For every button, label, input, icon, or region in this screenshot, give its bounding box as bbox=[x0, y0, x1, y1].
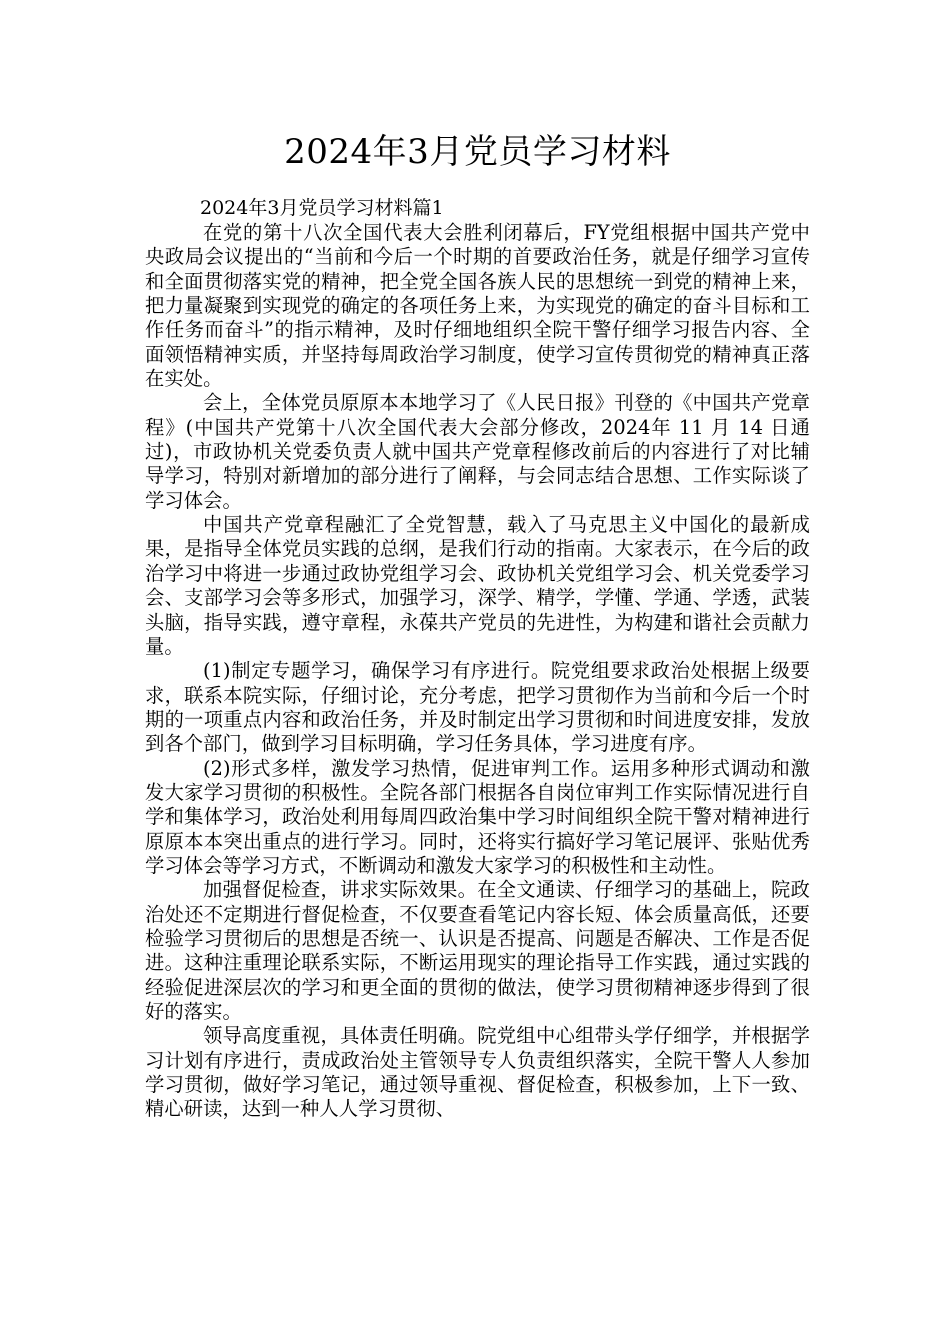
paragraph: 在党的第十八次全国代表大会胜利闭幕后，FY党组根据中国共产党中央政局会议提出的“当前和今后一个时期的首要政治任务，就是仔细学习宣传和全面贯彻落实党的精神，把全党全国各族人民的思想统一到党的精神上来，把力量凝聚到实现党的确定的各项任务上来，为实现党的确定的奋斗目标和工作任务而奋斗”的指示精神，及时仔细地组织全院干警仔细学习报告内容、全面领悟精神实质，并坚持每周政治学习制度，使学习宣传贯彻党的精神真正落在实处。 bbox=[145, 221, 810, 391]
paragraph: (1)制定专题学习，确保学习有序进行。院党组要求政治处根据上级要求，联系本院实际，仔细讨论，充分考虑，把学习贯彻作为当前和今后一个时期的一项重点内容和政治任务，并及时制定出学习贯彻和时间进度安排，发放到各个部门，做到学习目标明确，学习任务具体，学习进度有序。 bbox=[145, 659, 810, 756]
section-heading: 2024年3月党员学习材料篇1 bbox=[200, 197, 444, 219]
paragraph: 加强督促检查，讲求实际效果。在全文通读、仔细学习的基础上，院政治处还不定期进行督促检查，不仅要查看笔记内容长短、体会质量高低，还要检验学习贯彻后的思想是否统一、认识是否提高、问题是否解决、工作是否促进。这种注重理论联系实际，不断运用现实的理论指导工作实践，通过实践的经验促进深层次的学习和更全面的贯彻的做法，使学习贯彻精神逐步得到了很好的落实。 bbox=[145, 878, 810, 1023]
document-title: 2024年3月党员学习材料 bbox=[284, 132, 671, 172]
paragraph: 会上，全体党员原原本本地学习了《人民日报》刊登的《中国共产党章程》(中国共产党第十八次全国代表大会部分修改，2024年 11 月 14 日通过)，市政协机关党委负责人就中国共产党章程修改前后的内容进行了对比辅导学习，特别对新增加的部分进行了阐释，与会同志结合思想、工作实际谈了学习体会。 bbox=[145, 391, 810, 512]
document-body bbox=[145, 221, 810, 1122]
document-page bbox=[145, 0, 810, 1122]
paragraph: 中国共产党章程融汇了全党智慧，载入了马克思主义中国化的最新成果，是指导全体党员实践的总纲，是我们行动的指南。大家表示，在今后的政治学习中将进一步通过政协党组学习会、政协机关党组学习会、机关党委学习会、支部学习会等多形式，加强学习，深学、精学，学懂、学通、学透，武装头脑，指导实践，遵守章程，永葆共产党员的先进性，为构建和谐社会贡献力量。 bbox=[145, 513, 810, 658]
paragraph: 领导高度重视，具体责任明确。院党组中心组带头学仔细学，并根据学习计划有序进行，责成政治处主管领导专人负责组织落实，全院干警人人参加学习贯彻，做好学习笔记，通过领导重视、督促检查，积极参加，上下一致、精心研读，达到一种人人学习贯彻、 bbox=[145, 1024, 810, 1121]
paragraph: (2)形式多样，激发学习热情，促进审判工作。运用多种形式调动和激发大家学习贯彻的积极性。全院各部门根据各自岗位审判工作实际情况进行自学和集体学习，政治处利用每周四政治集中学习时间组织全院干警对精神进行原原本本突出重点的进行学习。同时，还将实行搞好学习笔记展评、张贴优秀学习体会等学习方式，不断调动和激发大家学习的积极性和主动性。 bbox=[145, 756, 810, 877]
